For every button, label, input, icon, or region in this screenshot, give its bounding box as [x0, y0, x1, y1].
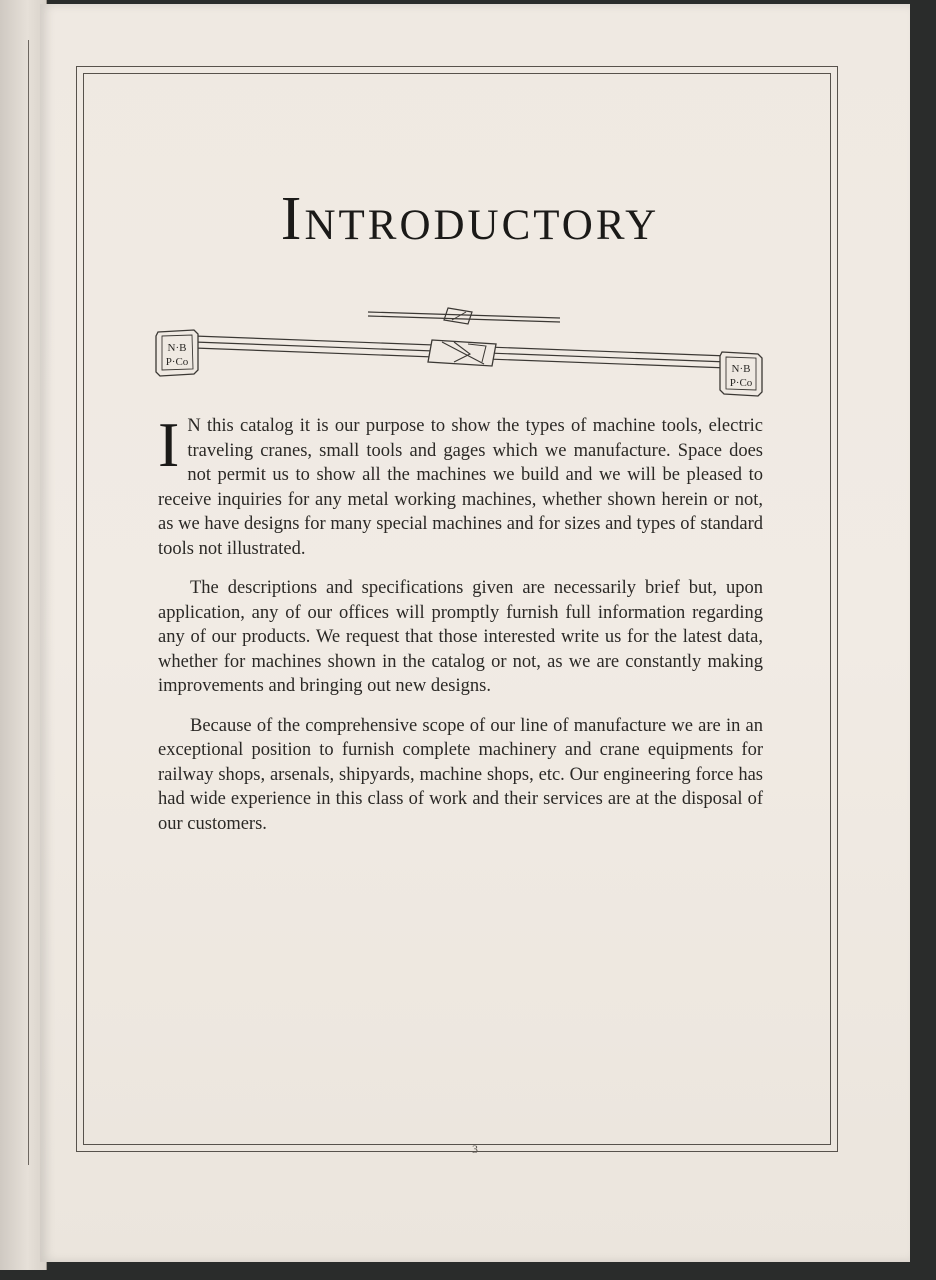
page-title: Introductory [280, 185, 660, 253]
paragraph-1-text: N this catalog it is our purpose to show the types of machine tools, electric traveling cranes, small tools and gages which we manufacture. Space does not permit us to show all the machines we build and we will be pleased to receive inquiries for any metal working machines, whether shown herein or not, as we have designs for many special machines and for sizes and types of standard tools not illustrated. [158, 416, 763, 559]
svg-text:P·Co: P·Co [729, 377, 753, 389]
svg-text:N·B: N·B [167, 342, 187, 354]
monogram-badge-right [720, 352, 762, 396]
paragraph-3: Because of the comprehensive scope of our line of manufacture we are in an exceptional position to furnish complete machinery and crane equipments for railway shops, arsenals, shipyards, machine shops, etc. Our engineering force has had wide experience in this class of work and their services are at the disposal of our customers. [158, 715, 763, 834]
left-page-border [0, 40, 29, 1165]
decorative-ornament [150, 300, 770, 400]
catalog-page [40, 4, 910, 1262]
page-number: 3 [472, 1142, 478, 1156]
svg-text:N·B: N·B [731, 363, 751, 375]
paragraph-2: The descriptions and specifications given are necessarily brief but, upon application, any of our offices will promptly furnish full information regarding any of our products. We request that those interested write us for the latest data, whether for machines shown in the catalog or not, as we are constantly making improvements and bringing out new designs. [158, 578, 763, 696]
drop-cap: I [158, 409, 180, 480]
paragraph-1 [158, 409, 763, 561]
introduction-body [158, 409, 763, 851]
monogram-badge-left [156, 330, 198, 376]
svg-text:P·Co: P·Co [165, 356, 189, 368]
